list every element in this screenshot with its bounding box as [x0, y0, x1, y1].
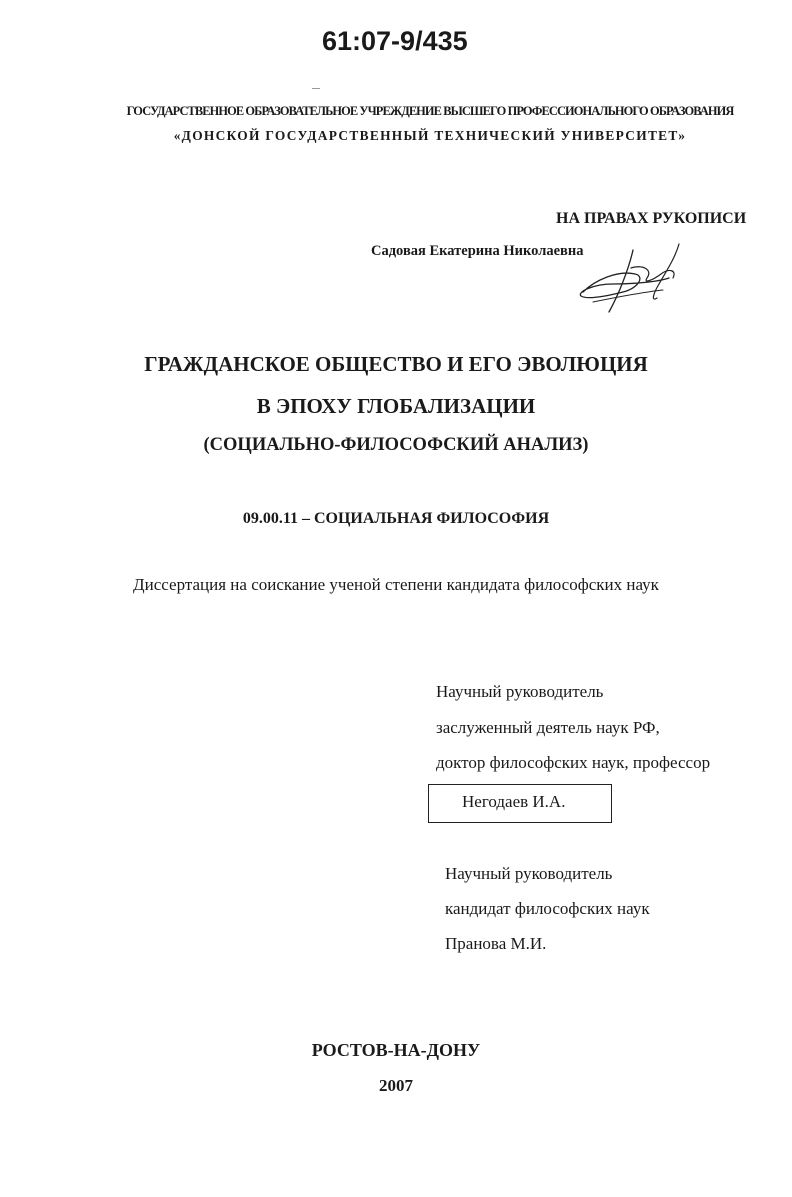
supervisor2-role: Научный руководитель — [445, 864, 613, 883]
dissertation-title-line2: В ЭПОХУ ГЛОБАЛИЗАЦИИ — [256, 394, 536, 418]
supervisor2-name: Пранова М.И. — [445, 934, 547, 953]
supervisor1-role: Научный руководитель — [436, 682, 604, 701]
scan-mark — [312, 88, 320, 89]
supervisor1-name: Негодаев И.А. — [462, 792, 566, 811]
archive-code: 61:07-9/435 — [322, 26, 468, 56]
manuscript-label: НА ПРАВАХ РУКОПИСИ — [556, 210, 747, 227]
degree-statement: Диссертация на соискание ученой степени кандидата философских наук — [133, 575, 659, 594]
university-name: «ДОНСКОЙ ГОСУДАРСТВЕННЫЙ ТЕХНИЧЕСКИЙ УНИВЕРСИТЕТ» — [173, 128, 687, 143]
supervisor1-name-box — [428, 784, 612, 823]
year: 2007 — [379, 1076, 413, 1095]
author-name: Садовая Екатерина Николаевна — [371, 243, 584, 259]
dissertation-title-line1: ГРАЖДАНСКОЕ ОБЩЕСТВО И ЕГО ЭВОЛЮЦИЯ — [144, 352, 648, 376]
supervisor2-degree: кандидат философских наук — [445, 899, 650, 918]
specialty-code: 09.00.11 – СОЦИАЛЬНАЯ ФИЛОСОФИЯ — [242, 510, 550, 527]
city: РОСТОВ-НА-ДОНУ — [311, 1040, 481, 1060]
dissertation-subtitle: (СОЦИАЛЬНО-ФИЛОСОФСКИЙ АНАЛИЗ) — [203, 435, 589, 455]
signature-image — [573, 240, 693, 320]
supervisor1-honorary-title: заслуженный деятель наук РФ, — [436, 718, 660, 737]
organization-type: ГОСУДАРСТВЕННОЕ ОБРАЗОВАТЕЛЬНОЕ УЧРЕЖДЕНИЕ ВЫСШЕГО ПРОФЕССИОНАЛЬНОГО ОБРАЗОВАНИЯ — [126, 104, 734, 118]
supervisor1-degree: доктор философских наук, профессор — [436, 753, 711, 772]
